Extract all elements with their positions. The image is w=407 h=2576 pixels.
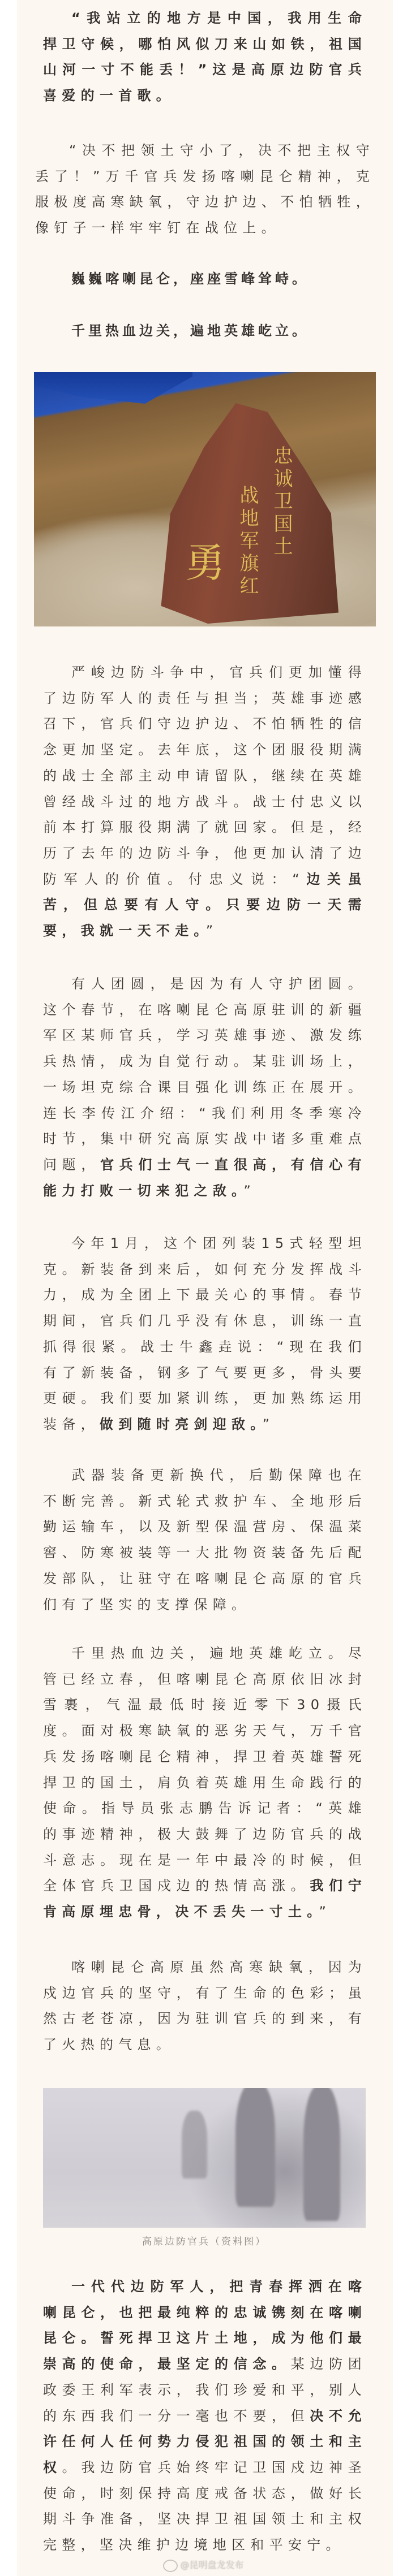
watermark-text: @昆明盘龙发布 bbox=[180, 2560, 244, 2570]
soldier-figure bbox=[182, 2111, 207, 2179]
rock-inscription-2: 战地军旗红 bbox=[236, 485, 259, 598]
text-run: 严峻边防斗争中，官兵们更加懂得了边防军人的责任与担当；英雄事迹感召下，官兵们守边护边、不怕牺牲的信念更加坚定。去年底，这个团服役期满的战士全部主动申请留队，继续在英雄曾经战斗过的地方战斗。战士付忠义以前本打算服役期满了就回家。但是，经历了去年的边防斗争，他更加认清了边防军人的价值。付忠义说：“ bbox=[43, 664, 367, 887]
text-run: ” bbox=[243, 1182, 256, 1199]
text-run: ” bbox=[205, 923, 219, 939]
text-run: “决不把领土守小了，决不把主权守丢了！”万千官兵发扬喀喇昆仑精神，克服极度高寒缺氧，守边护边、不怕牺牲，像钉子一样牢牢钉在战位上。 bbox=[35, 142, 375, 236]
heading-1: 巍巍喀喇昆仑，座座雪峰耸峙。 bbox=[71, 271, 309, 287]
watermark bbox=[0, 2558, 407, 2572]
sky bbox=[34, 372, 192, 417]
text-run: 千里热血边关，遍地英雄屹立。尽管已经立春，但喀喇昆仑高原依旧冰封雪裹，气温最低时接近零下30摄氏度。面对极寒缺氧的恶劣天气，万千官兵发扬喀喇昆仑精神，捍卫着英雄誓死捍卫的国土，肩负着英雄用生命践行的使命。指导员张志鹏告诉记者：“英雄的事迹精神，极大鼓舞了边防官兵的战斗意志。现在是一年中最冷的时候，但全体官兵卫国戍边的热情高涨。 bbox=[43, 1645, 367, 1894]
border-soldiers-photo bbox=[43, 2088, 366, 2228]
text-run: 。我边防官兵始终牢记卫国戍边神圣使命，时刻保持高度戒备状态，做好长期斗争准备，坚决捍卫祖国领土和主权完整，坚决维护边境地区和平安宁。 bbox=[43, 2459, 367, 2553]
bold-text-run: “我站立的地方是中国，我用生命捍卫守候，哪怕风似刀来山如铁，祖国山河一寸不能丢！”这是高原边防官兵喜爱的一首歌。 bbox=[43, 10, 367, 104]
paragraph-6 bbox=[43, 1463, 367, 1618]
text-run: 喀喇昆仑高原虽然高寒缺氧，因为戍边官兵的坚守，有了生命的色彩；虽然古老苍凉，因为驻训官兵的到来，有了火热的气息。 bbox=[43, 1959, 367, 2053]
text-run: 有人团圆，是因为有人守护团圆。这个春节，在喀喇昆仑高原驻训的新疆军区某师官兵，学习英雄事迹、激发练兵热情，成为自觉行动。某驻训场上，一场坦克综合课目强化训练正在展开。连长李传江介绍：“我们利用冬季寒冷时节，集中研究高原实战中诸多重难点问题， bbox=[43, 976, 367, 1173]
weibo-icon bbox=[163, 2560, 178, 2572]
bold-text-run: 官兵们士气一直很高，有信心有能力打败一切来犯之敌。 bbox=[43, 1156, 367, 1199]
paragraph-5 bbox=[43, 1231, 367, 1438]
bold-text-run: 决不允许任何人任何势力侵犯祖国的领土和主权 bbox=[43, 2408, 367, 2475]
boundary-stone-photo bbox=[34, 372, 376, 626]
soldier-figure bbox=[235, 2088, 275, 2207]
paragraph-8 bbox=[43, 1955, 367, 2058]
heading-2: 千里热血边关，遍地英雄屹立。 bbox=[71, 323, 309, 339]
photo-caption: 高原边防官兵（资料图） bbox=[142, 2236, 267, 2247]
paragraph-7 bbox=[43, 1641, 367, 1925]
bold-text-run: 一代代边防军人，把青春挥洒在喀喇昆仑，也把最纯粹的忠诚镌刻在喀喇昆仑。誓死捍卫这片土地，成为他们最崇高的使命，最坚定的信念。 bbox=[43, 2279, 367, 2372]
paragraph-2 bbox=[35, 138, 375, 241]
text-run: ” bbox=[319, 1904, 332, 1920]
paragraph-3 bbox=[43, 660, 367, 944]
bold-text-run: 做到随时亮剑迎敌。 bbox=[99, 1416, 263, 1432]
text-run: ” bbox=[262, 1416, 275, 1432]
bold-text-run: 我们宁肯高原埋忠骨，决不丢失一寸土。 bbox=[43, 1878, 367, 1920]
soldier-figure bbox=[303, 2088, 340, 2221]
bold-text-run: 边关虽苦，但总要有人守。只要边防一天需要，我就一天不走。 bbox=[43, 871, 367, 939]
paragraph-1 bbox=[43, 6, 367, 109]
paragraph-4 bbox=[43, 971, 367, 1204]
text-run: 今年1月，这个团列装15式轻型坦克。新装备到来后，如何充分发挥战斗力，成为全团上下最关心的事情。春节期间，官兵们几乎没有休息，训练一直抓得很紧。战士牛鑫垚说：“现在我们有了新装备，钢多了气要更多，骨头要更硬。我们要加紧训练，更加熟练运用装备， bbox=[43, 1235, 367, 1432]
rock-inscription-big: 勇 bbox=[179, 542, 225, 585]
rock-inscription-1: 忠诚卫国土 bbox=[270, 446, 293, 559]
text-run: 武器装备更新换代，后勤保障也在不断完善。新式轮式救护车、全地形后勤运输车，以及新型保温营房、保温菜窖、防寒被装等一大批物资装备先后配发部队，让驻守在喀喇昆仑高原的官兵们有了坚实的支撑保障。 bbox=[43, 1467, 367, 1613]
text-run: 某边防团政委王利军表示，我们珍爱和平，别人的东西我们一分一毫也不要，但 bbox=[43, 2356, 367, 2424]
paragraph-9 bbox=[43, 2274, 367, 2558]
